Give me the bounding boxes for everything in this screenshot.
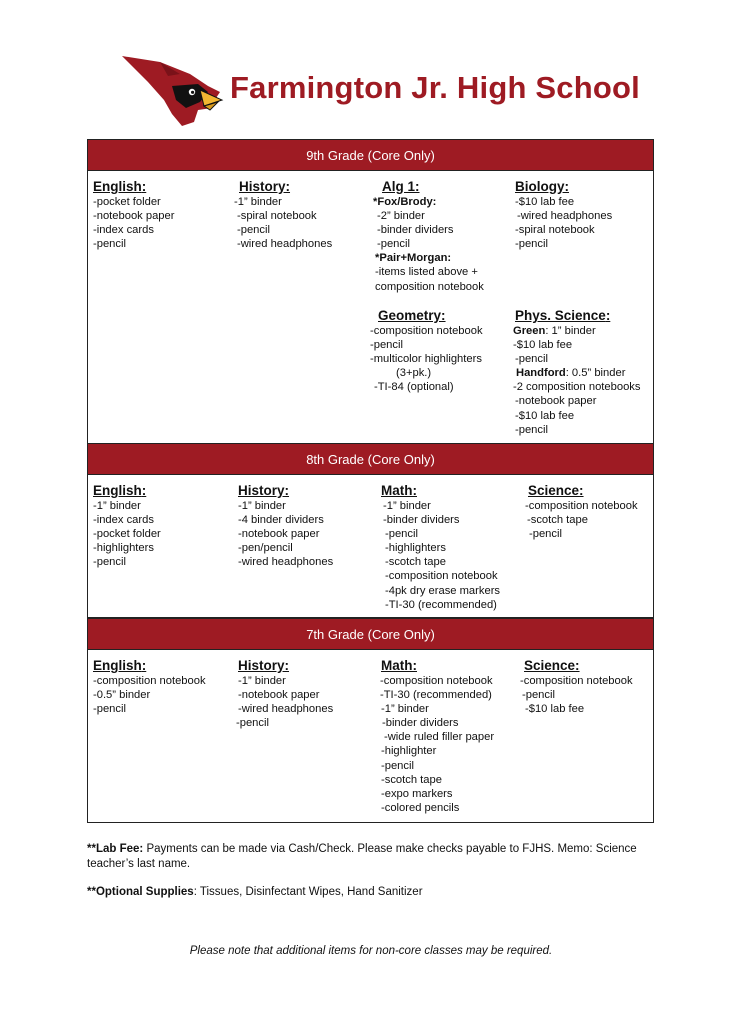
grade7-math-title: Math [381,658,413,673]
list-item: -1” binder [93,500,141,512]
list-item: -1” binder [238,675,286,687]
list-item: -pencil [385,528,418,541]
grade9-alg1-title: Alg 1 [382,179,416,194]
list-item: -pencil [515,423,548,436]
grade7-science-title: Science [524,658,576,673]
green-binder-text: : 1” binder [545,325,596,337]
lab-fee-note [87,842,647,872]
list-item: -pencil [236,717,269,730]
grade9-phys-science-title: Phys. Science [515,308,606,323]
list-item: -composition notebook [525,500,638,512]
lab-fee-text: Payments can be made via Cash/Check. Please make checks payable to FJHS. Memo: Science teacher’s last name. [87,843,637,870]
list-item: -wired headphones [517,210,613,223]
list-item: -index cards [93,514,154,527]
list-item: -binder dividers [383,514,460,527]
list-item: -1” binder [238,500,286,512]
grade9-history: History: -1” binder -spiral notebook -pencil -wired headphones [234,179,333,251]
grade8-english-title: English [93,483,142,498]
list-item: -notebook paper [93,210,175,223]
grade8-english: English: -1” binder -index cards -pocket folder -highlighters -pencil [93,483,161,569]
list-item: -pencil [515,238,548,251]
grade9-biology: Biology: -$10 lab fee -wired headphones -spiral notebook -pencil [515,179,613,251]
grade9-alg1: Alg 1: *Fox/Brody: -2” binder -binder dividers -pencil *Pair+Morgan: -items listed above + composition notebook [373,179,484,293]
alg1-pair-morgan-label: *Pair+Morgan: [375,252,452,265]
list-item: -highlighters [385,542,446,555]
grade9-biology-title: Biology [515,179,565,194]
grade7-math: Math: -composition notebook -TI-30 (recommended) -1” binder -binder dividers -wide ruled filler paper -highlighter -pencil -scotch tape -expo markers -colored pencils [380,658,495,814]
optional-supplies-label: **Optional Supplies [87,886,194,898]
list-item: -1” binder [381,703,429,716]
list-item: -pen/pencil [238,542,293,555]
list-item: -composition notebook [370,325,483,337]
grade7-history-title: History [238,658,285,673]
list-item: -$10 lab fee [525,703,585,716]
grade9-header: 9th Grade (Core Only) [88,140,653,171]
list-item: -pencil [370,339,403,352]
grade9-phys-science: Phys. Science: Green: 1” binder -$10 lab fee -pencil Handford: 0.5” binder -2 composition notebooks -notebook paper -$10 lab fee -pencil [513,308,641,436]
list-item: -2 composition notebooks [513,381,641,394]
list-item: -notebook paper [238,528,320,541]
list-item: -pencil [515,353,548,366]
grade9-geometry: Geometry: -composition notebook -pencil -multicolor highlighters (3+pk.) -TI-84 (optional) [370,308,483,394]
list-item: -4pk dry erase markers [385,584,501,597]
optional-supplies-note [87,885,647,900]
optional-supplies-text: : Tissues, Disinfectant Wipes, Hand Sanitizer [193,886,423,898]
list-item: -$10 lab fee [513,339,573,352]
list-item: -notebook paper [238,689,320,702]
list-item: -pencil [381,759,414,772]
list-item: -wired headphones [237,238,333,251]
list-item: -composition notebook [93,675,206,687]
list-item: -scotch tape [381,773,442,786]
lab-fee-label: **Lab Fee: [87,843,144,855]
list-item: (3+pk.) [396,367,432,380]
list-item: -pencil [93,238,126,251]
list-item: -expo markers [381,787,453,800]
list-item: -0.5” binder [93,689,151,702]
list-item: -composition notebook [385,570,498,583]
list-item: composition notebook [375,280,484,293]
list-item: -colored pencils [381,801,460,814]
grade8-science: Science: -composition notebook -scotch tape -pencil [525,483,638,541]
list-item: -spiral notebook [237,210,317,223]
list-item: -2” binder [377,210,425,223]
list-item: -$10 lab fee [515,409,575,422]
list-item: -binder dividers [377,224,454,237]
list-item: -scotch tape [527,514,588,527]
list-item: -composition notebook [520,675,633,687]
list-item: -1” binder [383,500,431,512]
list-item: -scotch tape [385,556,446,569]
list-item: -pencil [237,224,270,237]
list-item: -items listed above + [375,266,478,279]
grade7-science: Science: -composition notebook -pencil -$10 lab fee [520,658,633,716]
school-name: Farmington Jr. High School [230,70,640,105]
grade8-history-title: History [238,483,285,498]
list-item: -index cards [93,224,154,237]
grade8-header: 8th Grade (Core Only) [88,444,653,475]
alg1-fox-brody-label: *Fox/Brody: [373,196,437,208]
grade7-section [87,618,654,823]
list-item: -notebook paper [515,395,597,408]
list-item: -binder dividers [382,717,459,730]
list-item: -highlighters [93,542,154,555]
grade8-history: History: -1” binder -4 binder dividers -notebook paper -pen/pencil -wired headphones [238,483,334,569]
list-item: -multicolor highlighters [370,353,482,366]
grade7-header: 7th Grade (Core Only) [88,619,653,650]
list-item: -TI-30 (recommended) [380,689,492,702]
handford-teacher-label: Handford [516,367,566,380]
grade9-english: English: -pocket folder -notebook paper -index cards -pencil [93,179,175,251]
list-item: -pencil [93,703,126,716]
grade7-english: English: -composition notebook -0.5” binder -pencil [93,658,206,716]
green-teacher-label: Green [513,325,546,337]
list-item: -pocket folder [93,528,161,541]
header [0,0,742,130]
list-item: -$10 lab fee [515,196,575,208]
footer-note: Please note that additional items for non-core classes may be required. [189,945,553,957]
grade7-history: History: -1” binder -notebook paper -wired headphones -pencil [236,658,334,730]
handford-binder-text: : 0.5” binder [565,367,626,380]
grade9-history-title: History [239,179,286,194]
list-item: -pencil [529,528,562,541]
list-item: -pencil [377,238,410,251]
list-item: -wired headphones [238,703,334,716]
grade7-english-title: English [93,658,142,673]
grade9-section [87,139,654,444]
list-item: -TI-30 (recommended) [385,598,497,611]
list-item: -wired headphones [238,556,334,569]
list-item: -highlighter [381,745,437,758]
grade8-section [87,443,654,618]
list-item: -spiral notebook [515,224,595,237]
grade8-math: Math: -1” binder -binder dividers -pencil -highlighters -scotch tape -composition notebook -4pk dry erase markers -TI-30 (recommended) [381,483,501,611]
grade8-science-title: Science [528,483,580,498]
list-item: -4 binder dividers [238,514,324,527]
list-item: -pencil [522,689,555,702]
list-item: -1” binder [234,196,282,208]
grade9-english-title: English [93,179,142,194]
list-item: -pocket folder [93,196,161,208]
list-item: -pencil [93,556,126,569]
list-item: -wide ruled filler paper [384,731,495,744]
cardinal-logo [120,52,224,126]
list-item: -composition notebook [380,675,493,687]
list-item: -TI-84 (optional) [374,381,454,394]
grade8-math-title: Math [381,483,413,498]
grade9-geometry-title: Geometry [378,308,442,323]
